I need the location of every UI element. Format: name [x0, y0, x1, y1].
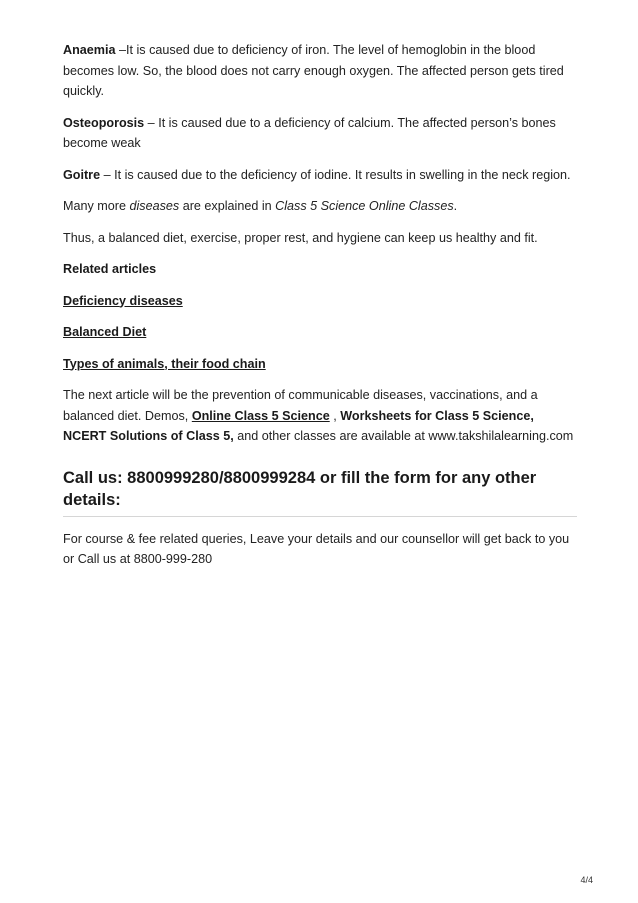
goitre-text: – It is caused due to the deficiency of iodine. It results in swelling in the neck region. [100, 167, 571, 182]
article-body [63, 40, 577, 581]
anaemia-term: Anaemia [63, 43, 116, 57]
many-more-after: . [453, 199, 458, 213]
osteoporosis-term: Osteoporosis [63, 115, 145, 130]
types-of-animals-link[interactable]: Types of animals, their food chain [63, 356, 266, 371]
next-article-bold: Worksheets for Class 5 Science, NCERT Solutions of Class 5, [63, 408, 534, 443]
online-class-5-science-link[interactable]: Online Class 5 Science [191, 408, 330, 423]
page-number: 4/4 [580, 875, 593, 885]
related-link-item [63, 291, 577, 312]
course-query-paragraph: For course & fee related queries, Leave your details and our counsellor will get back to you or Call us at 8800-999-280 [63, 531, 570, 566]
next-article-after: and other classes are available at www.takshilalearning.com [233, 429, 574, 443]
many-more-paragraph [63, 196, 577, 217]
goitre-paragraph [63, 165, 577, 186]
related-articles-heading [63, 259, 577, 280]
many-more-class-name: Class 5 Science Online Classes [275, 199, 454, 213]
anaemia-paragraph [63, 40, 577, 102]
deficiency-diseases-link[interactable]: Deficiency diseases [63, 293, 183, 308]
related-link-item [63, 354, 577, 375]
thus-paragraph: Thus, a balanced diet, exercise, proper rest, and hygiene can keep us healthy and fit. [63, 230, 538, 245]
osteoporosis-text: – It is caused due to a deficiency of calcium. The affected person’s bones become weak [63, 115, 556, 150]
goitre-term: Goitre [63, 167, 101, 182]
next-article-before: The next article will be the prevention of communicable diseases, vaccinations, and a balanced diet. Demos, [63, 388, 538, 423]
next-article-sep: , [329, 408, 341, 423]
related-link-item [63, 322, 577, 343]
many-more-middle: are explained in [179, 199, 276, 213]
balanced-diet-link[interactable]: Balanced Diet [63, 325, 147, 339]
related-articles-label: Related articles [63, 262, 157, 276]
next-article-paragraph [63, 385, 577, 447]
osteoporosis-paragraph [63, 113, 577, 154]
many-more-before: Many more [63, 199, 130, 213]
anaemia-text: –It is caused due to deficiency of iron. The level of hemoglobin in the blood becomes low. So, the blood does not carry enough oxygen. The affected person gets tired quickly. [63, 43, 564, 98]
call-us-heading: Call us: 8800999280/8800999284 or fill the form for any other details: [63, 467, 577, 517]
many-more-diseases: diseases [129, 199, 180, 213]
